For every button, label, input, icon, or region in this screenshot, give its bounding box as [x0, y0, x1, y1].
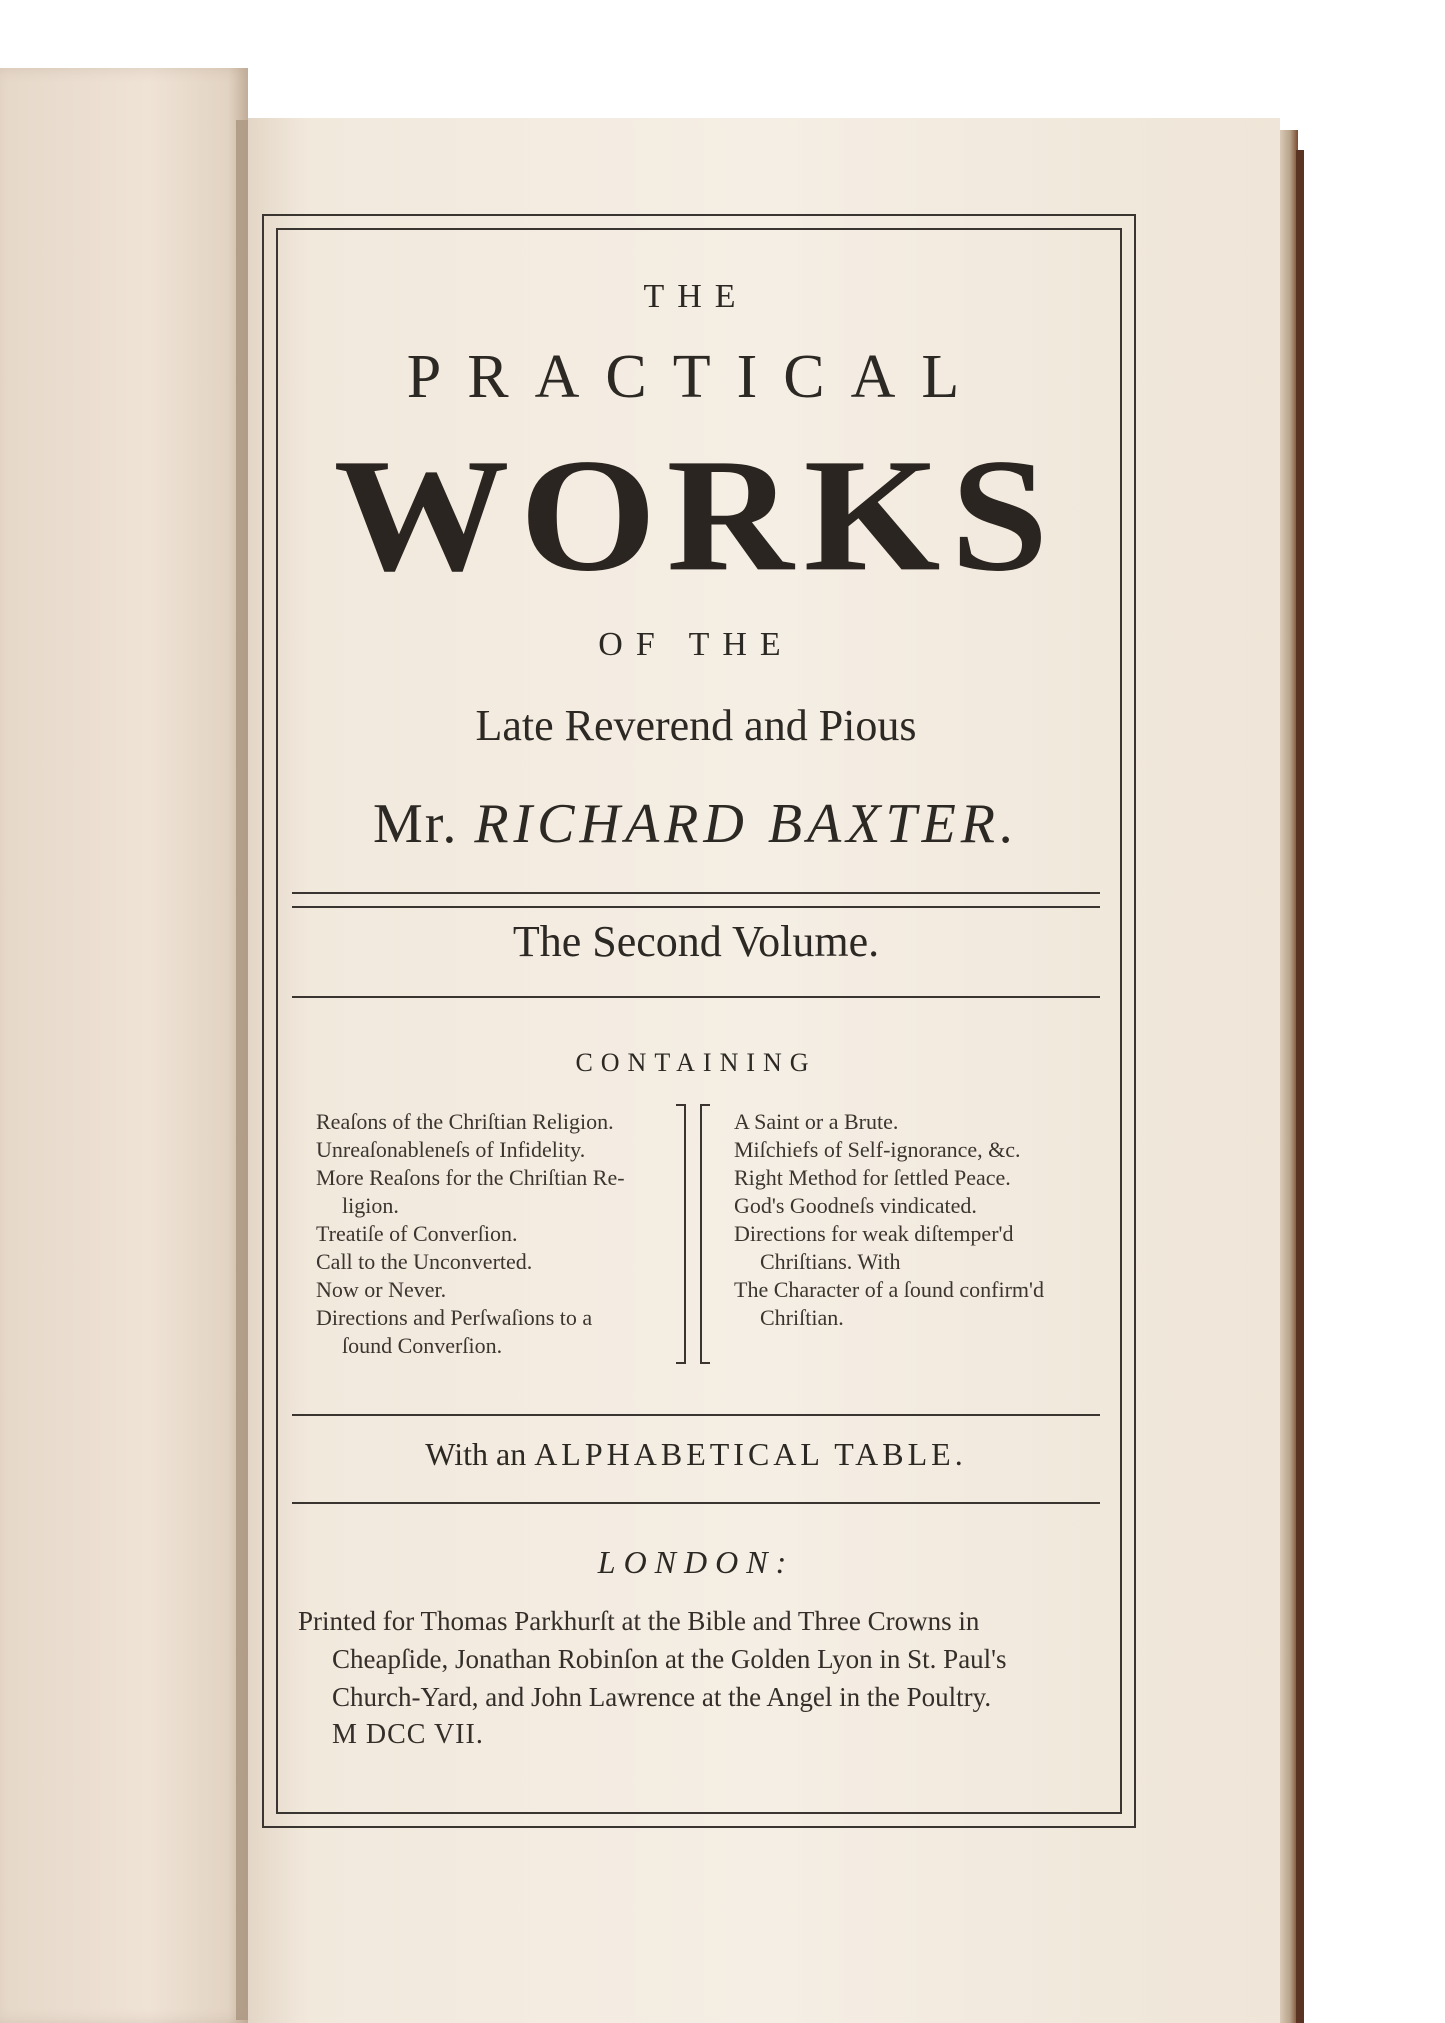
contents-item: Chriſtian. — [760, 1305, 844, 1330]
binding-edge — [1296, 150, 1304, 2023]
title-the: THE — [643, 278, 749, 315]
imprint-line: Church-Yard, and John Lawrence at the Angel in the Poultry. — [332, 1682, 992, 1712]
contents-item: Directions and Perſwaſions to a — [316, 1305, 593, 1330]
contents-item: Right Method for ſettled Peace. — [734, 1165, 1011, 1190]
contents-item: ſound Converſion. — [342, 1333, 503, 1358]
imprint-place: LONDON: — [597, 1544, 795, 1580]
author-name: RICHARD BAXTER. — [474, 793, 1020, 855]
contents-item: God's Goodneſs vindicated. — [734, 1193, 977, 1218]
divider-rule — [292, 892, 1100, 894]
contents-item: Call to the Unconverted. — [316, 1249, 533, 1274]
contents-item: More Reaſons for the Chriſtian Re- — [316, 1165, 625, 1190]
table-caps: ALPHABETICAL TABLE. — [534, 1436, 967, 1472]
contents-item: Chriſtians. With — [760, 1249, 901, 1274]
author-prefix: Mr. — [372, 793, 459, 855]
contents-item: Unreaſonableneſs of Infidelity. — [316, 1137, 586, 1162]
contents-item: ligion. — [342, 1193, 399, 1218]
contents-item: Reaſons of the Chriſtian Religion. — [316, 1109, 614, 1134]
divider-rule — [292, 906, 1100, 908]
subtitle-late-reverend: Late Reverend and Pious — [475, 701, 917, 750]
title-practical: PRACTICAL — [406, 343, 986, 411]
imprint-line: Printed for Thomas Parkhurſt at the Bible and Three Crowns in — [298, 1606, 980, 1636]
contents-item: Miſchiefs of Self-ignorance, &c. — [734, 1137, 1021, 1162]
left-blank-page — [0, 68, 248, 2023]
containing-heading: CONTAINING — [575, 1048, 817, 1077]
contents-right-column — [734, 1108, 1106, 1332]
divider-rule — [292, 1502, 1100, 1504]
divider-rule — [292, 996, 1100, 998]
contents-item: The Character of a ſound confirm'd — [734, 1277, 1045, 1302]
imprint-year: M DCC VII. — [332, 1719, 484, 1750]
left-brace — [700, 1104, 710, 1364]
title-works: WORKS — [333, 425, 1059, 606]
table-prefix: With an — [425, 1436, 527, 1472]
volume-label: The Second Volume. — [512, 917, 880, 966]
imprint-line: Cheapſide, Jonathan Robinſon at the Golden Lyon in St. Paul's — [332, 1644, 1007, 1674]
imprint-block — [298, 1602, 1104, 1754]
divider-rule — [292, 1414, 1100, 1416]
contents-item: Now or Never. — [316, 1277, 447, 1302]
author-line — [292, 792, 1100, 856]
alphabetical-table-line — [292, 1436, 1100, 1473]
right-brace — [676, 1104, 686, 1364]
contents-left-column — [316, 1108, 680, 1360]
contents-item: A Saint or a Brute. — [734, 1109, 899, 1134]
contents-item: Treatiſe of Converſion. — [316, 1221, 518, 1246]
title-of-the: OF THE — [598, 626, 794, 663]
contents-item: Directions for weak diſtemper'd — [734, 1221, 1014, 1246]
